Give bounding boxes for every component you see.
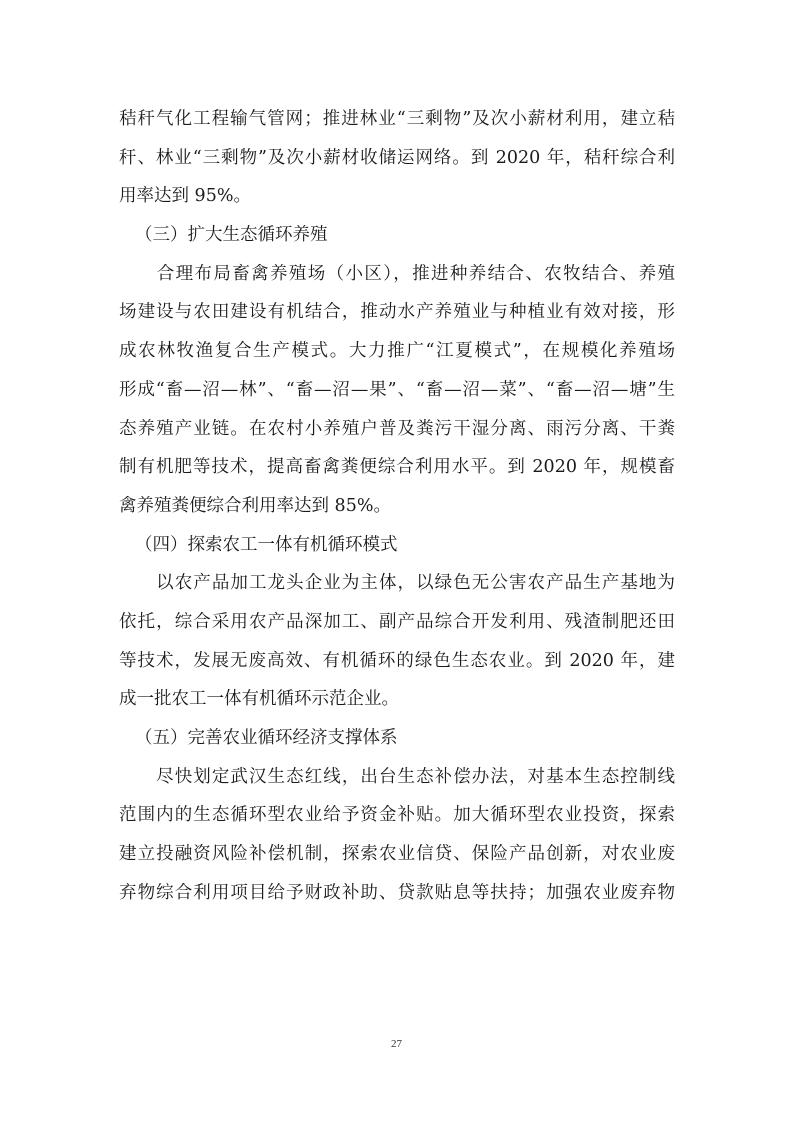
text-line: 秆、林业“三剩物”及次小薪材收储运网络。到 2020 年，秸秆综合利 bbox=[119, 147, 675, 168]
text-line: 秸秆气化工程输气管网；推进林业“三剩物”及次小薪材利用，建立秸 bbox=[119, 109, 675, 129]
text-line: 弃物综合利用项目给予财政补助、贷款贴息等扶持；加强农业废弃物 bbox=[119, 882, 675, 903]
text-line: 禽养殖粪便综合利用率达到 85%。 bbox=[119, 495, 391, 516]
text-line: 场建设与农田建设有机结合，推动水产养殖业与种植业有效对接，形 bbox=[119, 302, 675, 323]
paragraph-agri-industry-cycle bbox=[119, 564, 675, 719]
section-heading-3: （三）扩大生态循环养殖 bbox=[135, 225, 328, 246]
text-line: 态养殖产业链。在农村小养殖户普及粪污干湿分离、雨污分离、干粪 bbox=[119, 418, 675, 439]
paragraph-eco-breeding bbox=[119, 255, 675, 526]
document-body bbox=[119, 100, 675, 912]
page-number: 27 bbox=[391, 1038, 402, 1050]
section-heading-5: （五）完善农业循环经济支撑体系 bbox=[135, 728, 398, 748]
text-line: 范围内的生态循环型农业给予资金补贴。加大循环型农业投资，探索 bbox=[119, 805, 675, 826]
text-line: 形成“畜—沼—林”、“畜—沼—果”、“畜—沼—菜”、“畜—沼—塘”生 bbox=[119, 379, 675, 400]
text-line: 建立投融资风险补偿机制，探索农业信贷、保险产品创新，对农业废 bbox=[119, 844, 675, 865]
text-line: 尽快划定武汉生态红线，出台生态补偿办法，对基本生态控制线 bbox=[119, 766, 675, 787]
text-line: 成农林牧渔复合生产模式。大力推广“江夏模式”，在规模化养殖场 bbox=[119, 341, 675, 362]
paragraph-straw-utilization bbox=[119, 100, 675, 216]
text-line: 合理布局畜禽养殖场（小区），推进种养结合、农牧结合、养殖 bbox=[119, 263, 675, 284]
text-line: 用率达到 95%。 bbox=[119, 186, 251, 207]
text-line: 以农产品加工龙头企业为主体，以绿色无公害农产品生产基地为 bbox=[119, 573, 675, 594]
text-line: 等技术，发展无废高效、有机循环的绿色生态农业。到 2020 年，建 bbox=[119, 650, 675, 671]
text-line: 制有机肥等技术，提高畜禽粪便综合利用水平。到 2020 年，规模畜 bbox=[119, 457, 675, 478]
section-heading-4: （四）探索农工一体有机循环模式 bbox=[135, 534, 398, 555]
text-line: 成一批农工一体有机循环示范企业。 bbox=[119, 689, 399, 710]
text-line: 依托，综合采用农产品深加工、副产品综合开发利用、残渣制肥还田 bbox=[119, 611, 675, 632]
paragraph-support-system bbox=[119, 758, 675, 913]
